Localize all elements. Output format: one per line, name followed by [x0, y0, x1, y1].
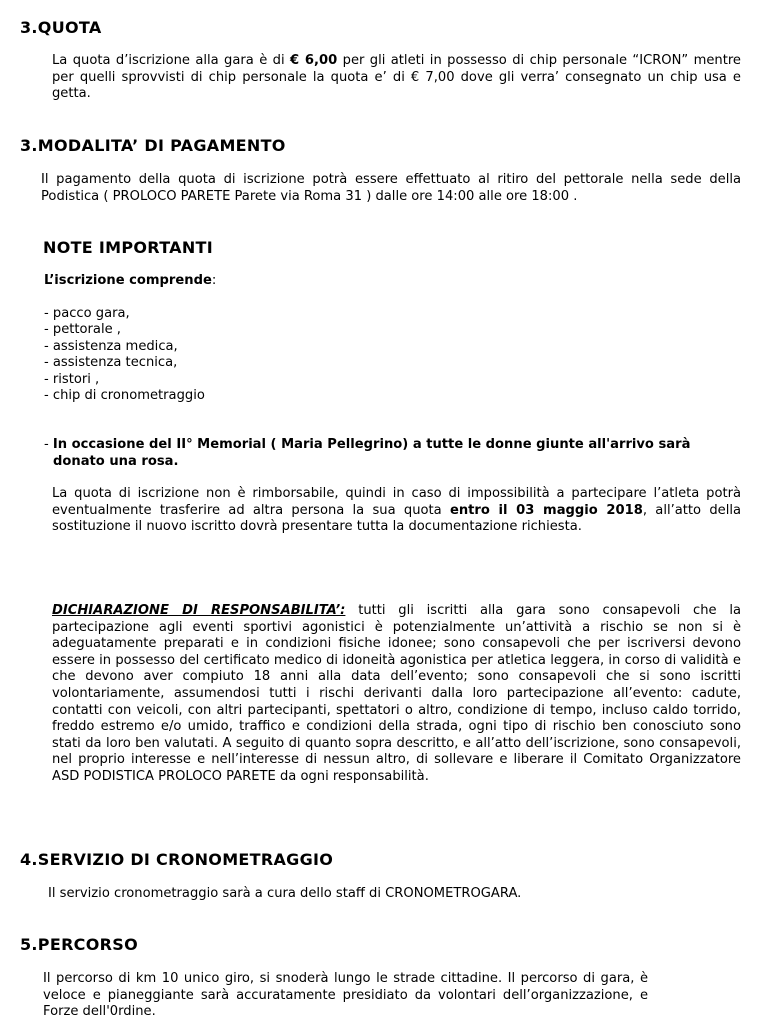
- percorso-paragraph: Il percorso di km 10 unico giro, si snoderà lungo le strade cittadine. Il percorso di gara, è veloce e pianeggiante sarà accuratamente presidiato da volontari dell’organizzazione, e Forze dell'0rdine.: [43, 971, 648, 1020]
- memorial-note: - In occasione del II° Memorial ( Maria Pellegrino) a tutte le donne giunte all'arrivo sarà donato una rosa.: [44, 437, 691, 469]
- quota-text-end: per gli atleti in possesso di chip personale “ICRON” mentre per quelli sprovvisti di chip personale la quota e’ di € 7,00 dove gli verra’ consegnato un chip usa e getta.: [52, 53, 741, 102]
- declaration-paragraph: [52, 603, 741, 786]
- section-heading-quota: 3.QUOTA: [20, 18, 102, 37]
- section-heading-cronometraggio: 4.SERVIZIO DI CRONOMETRAGGIO: [20, 850, 334, 869]
- list-item: - assistenza medica,: [44, 338, 178, 354]
- section-heading-pagamento: 3.MODALITA’ DI PAGAMENTO: [20, 136, 286, 155]
- pagamento-paragraph: Il pagamento della quota di iscrizione potrà essere effettuato al ritiro del pettorale nella sede della Podistica ( PROLOCO PARETE Parete via Roma 31 ) dalle ore 14:00 alle ore 18:00 .: [41, 172, 741, 204]
- refund-paragraph: La quota di iscrizione non è rimborsabile, quindi in caso di impossibilità a partecipare l’atleta potrà eventualmente trasferire ad altra persona la sua quota entro il 03 maggio 2018, all’atto della sostituzione il nuovo iscritto dovrà presentare tutta la documentazione richiesta.: [52, 486, 742, 535]
- quota-text-start: La quota d’iscrizione alla gara è di: [52, 53, 291, 68]
- cronometraggio-paragraph: Il servizio cronometraggio sarà a cura dello staff di CRONOMETROGARA.: [48, 886, 522, 901]
- quota-paragraph: [52, 53, 741, 103]
- refund-deadline: entro il 03 maggio 2018: [449, 502, 643, 518]
- list-item: - pettorale ,: [44, 322, 121, 338]
- section-heading-note: NOTE IMPORTANTI: [43, 238, 214, 257]
- list-item: - chip di cronometraggio: [44, 388, 205, 404]
- declaration-title: DICHIARAZIONE DI RESPONSABILITA’:: [52, 603, 346, 618]
- quota-amount: € 6,00: [290, 53, 338, 68]
- declaration-text: tutti gli iscritti alla gara sono consapevoli che la partecipazione agli eventi sportivi agonistici è potenzialmente un’attività a rischio se non si è adeguatamente preparati e in condizioni fisiche idonee; sono consapevoli che per iscriversi devono essere in possesso del certificato medico di idoneità agonistica per atletica leggera, in corso di validità e che devono aver compiuto 18 anni alla data dell’evento; sono consapevoli che si sono iscritti volontariamente, assumendosi tutti i rischi derivanti dalla loro partecipazione all’evento: cadute, contatti con veicoli, con altri partecipanti, spettatori o altro, condizione di tempo, incluso caldo torrido, freddo estremo e/o umido, traffico e condizioni della strada, ogni tipo di rischio ben conosciuto sono stati da loro ben valutati. A seguito di quanto sopra descritto, e all’atto dell’iscrizione, sono consapevoli, nel proprio interesse e nell’interesse di nessun altro, di sollevare e liberare il Comitato Organizzatore ASD PODISTICA PROLOCO PARETE da ogni responsabilità.: [52, 603, 742, 784]
- list-item: - pacco gara,: [44, 306, 130, 321]
- includes-label: L’iscrizione comprende:: [44, 273, 217, 288]
- list-item: - assistenza tecnica,: [44, 355, 178, 371]
- list-item: - ristori ,: [44, 371, 100, 387]
- includes-list: [44, 306, 205, 404]
- section-heading-percorso: 5.PERCORSO: [20, 935, 138, 954]
